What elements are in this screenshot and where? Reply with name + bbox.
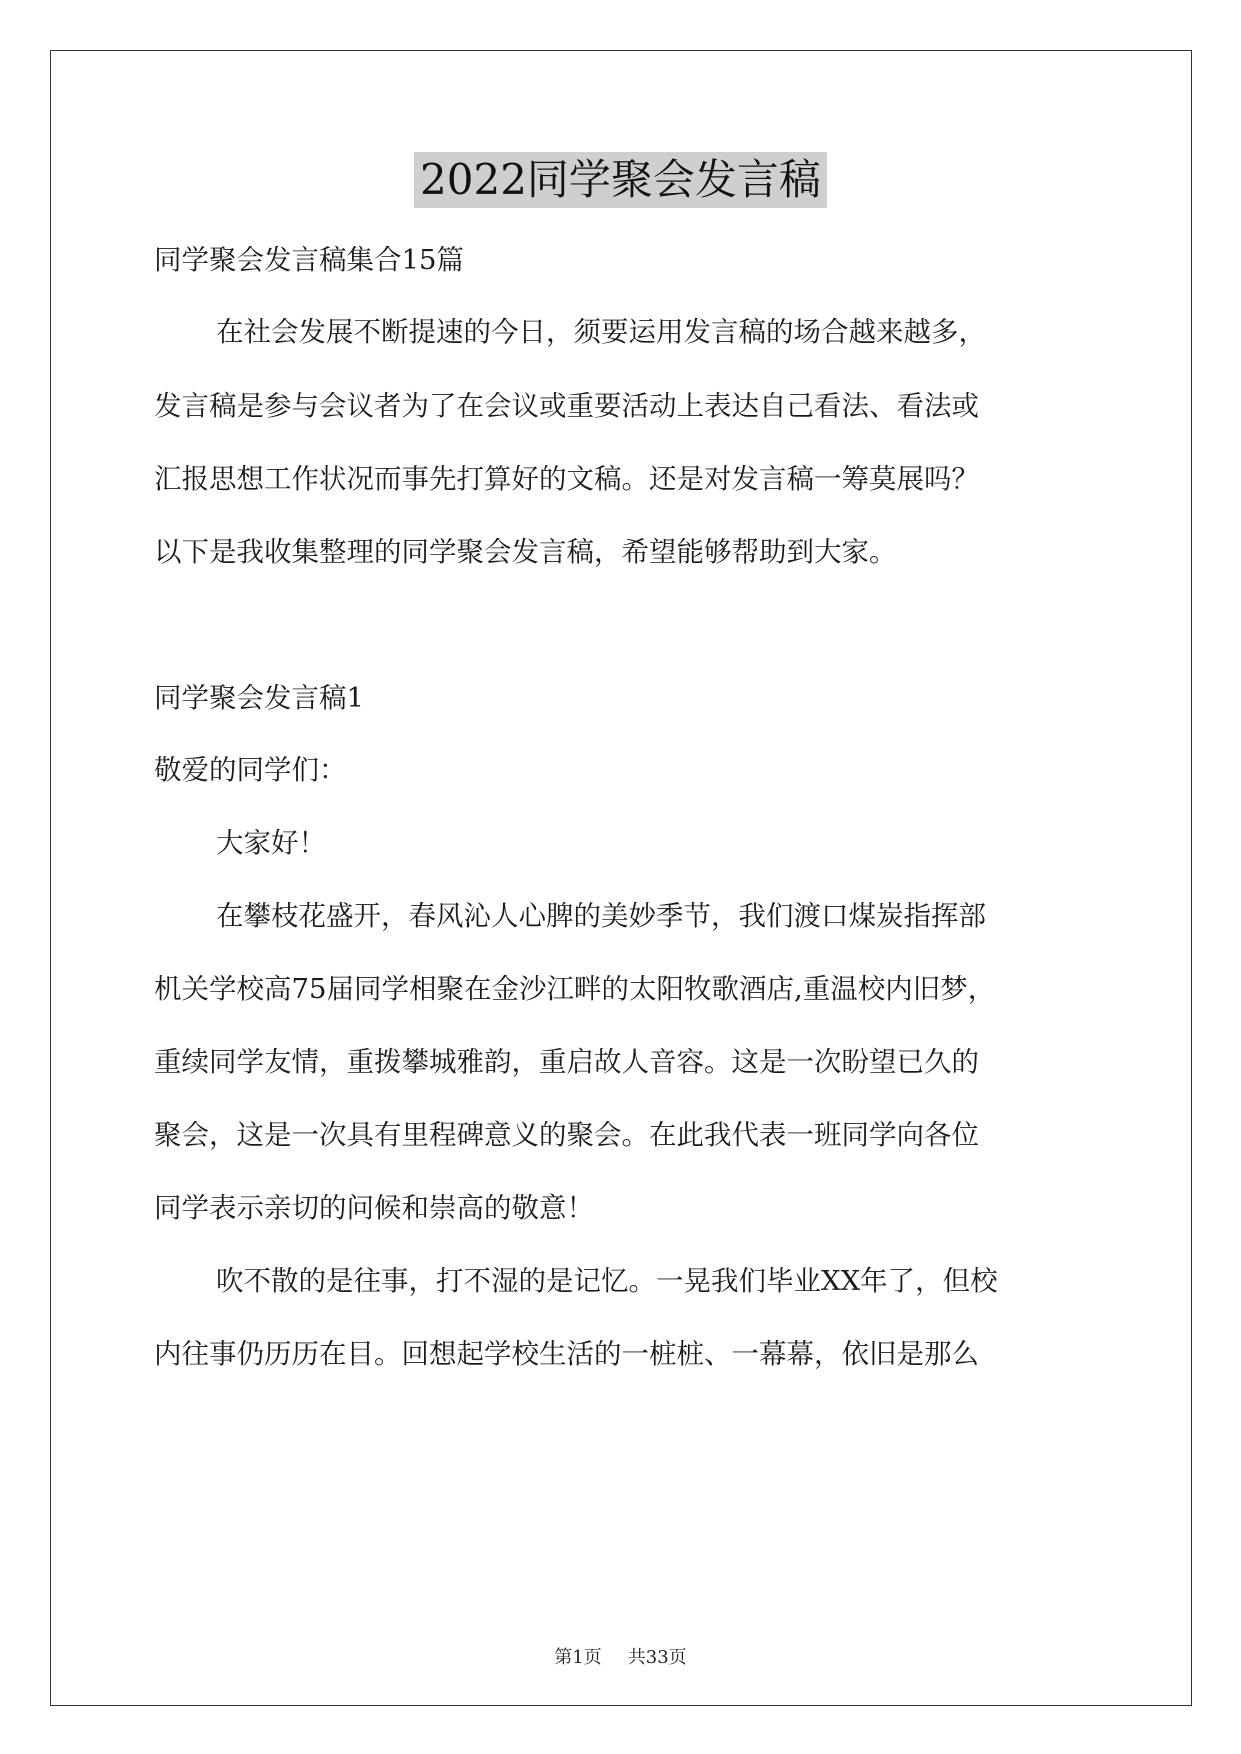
paragraph-line: 内往事仍历历在目。回想起学校生活的一桩桩、一幕幕，依旧是那么 xyxy=(154,1338,979,1370)
paragraph-line: 聚会，这是一次具有里程碑意义的聚会。在此我代表一班同学向各位 xyxy=(154,1119,979,1151)
paragraph-line: 机关学校高75届同学相聚在金沙江畔的太阳牧歌酒店,重温校内旧梦， xyxy=(154,973,996,1005)
paragraph-line: 汇报思想工作状况而事先打算好的文稿。还是对发言稿一筹莫展吗？ xyxy=(154,463,979,495)
page-total: 共33页 xyxy=(627,1647,687,1668)
subtitle-line: 同学聚会发言稿集合15篇 xyxy=(154,244,464,276)
paragraph-line: 重续同学友情，重拨攀城雅韵，重启故人音容。这是一次盼望已久的 xyxy=(154,1046,979,1078)
paragraph-line: 以下是我收集整理的同学聚会发言稿，希望能够帮助到大家。 xyxy=(154,536,897,568)
salutation-line: 敬爱的同学们： xyxy=(154,754,347,786)
paragraph-line: 发言稿是参与会议者为了在会议或重要活动上表达自己看法、看法或 xyxy=(154,390,979,422)
title-container xyxy=(0,152,1241,208)
page-number: 第1页 xyxy=(554,1647,602,1668)
document-title: 2022同学聚会发言稿 xyxy=(414,152,827,208)
paragraph-line: 在攀枝花盛开，春风沁人心脾的美妙季节，我们渡口煤炭指挥部 xyxy=(216,900,986,932)
paragraph-line: 吹不散的是往事，打不湿的是记忆。一晃我们毕业XX年了，但校 xyxy=(216,1265,998,1297)
paragraph-line: 同学表示亲切的问候和崇高的敬意！ xyxy=(154,1192,594,1224)
section-heading: 同学聚会发言稿1 xyxy=(154,682,364,714)
page-border xyxy=(50,50,1192,1706)
greeting-line: 大家好！ xyxy=(216,827,326,859)
paragraph-line: 在社会发展不断提速的今日，须要运用发言稿的场合越来越多， xyxy=(216,316,986,348)
page-footer xyxy=(0,1643,1241,1669)
